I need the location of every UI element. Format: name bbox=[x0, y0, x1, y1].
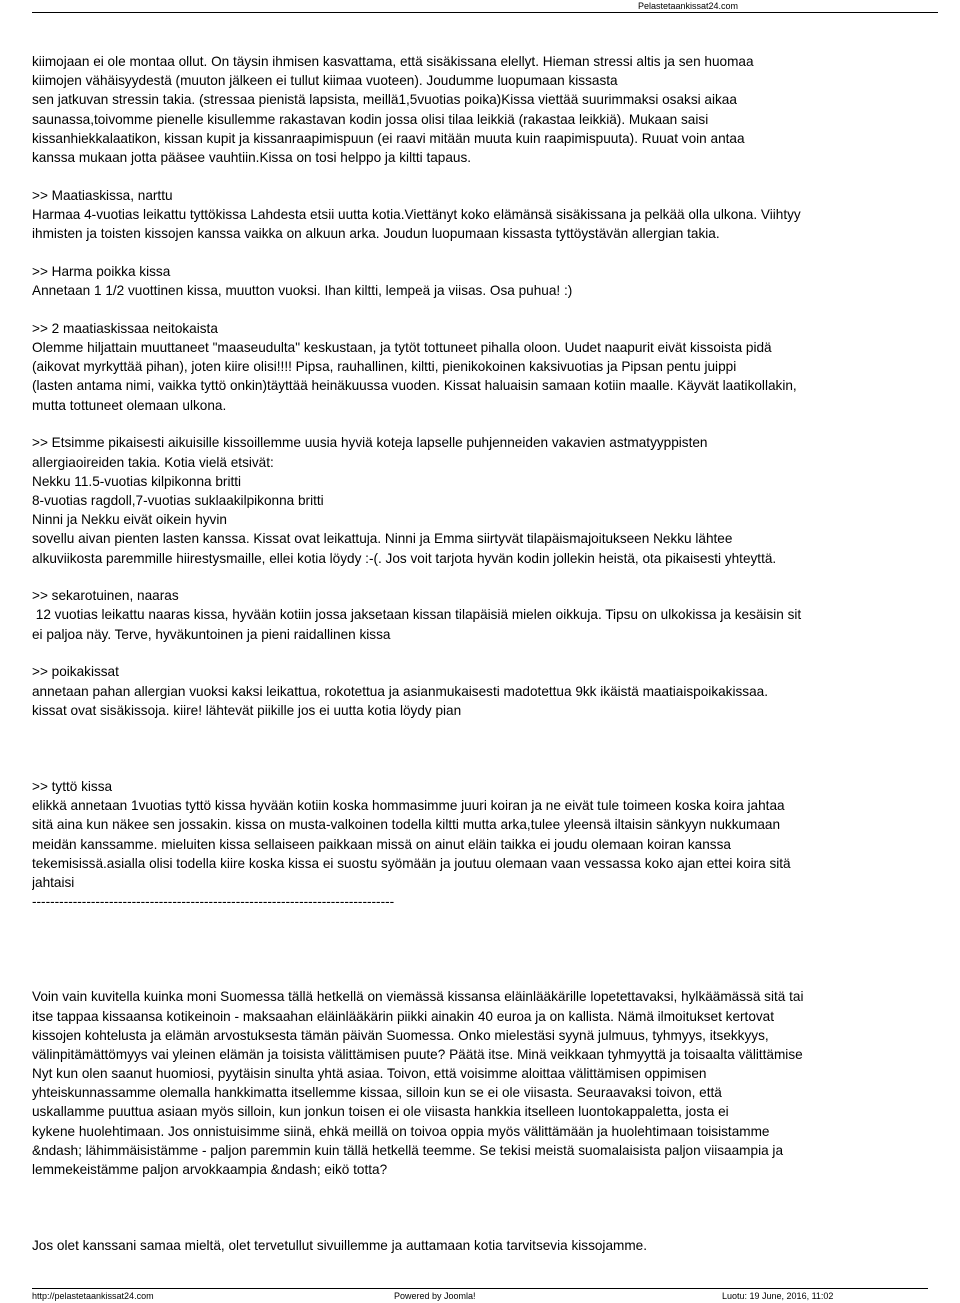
text-line: (lasten antama nimi, vaikka tyttö onkin)täyttää heinäkuussa vuoden. Kissat haluaisin samaan kotiin maalle. Käyvät laatikollakin, bbox=[32, 378, 797, 394]
text-line: 12 vuotias leikattu naaras kissa, hyvään kotiin jossa jaksetaan kissan tilapäisiä mielen oikkuja. Tipsu on ulkokissa ja kesäisin sit bbox=[32, 607, 802, 623]
text-line: kissat ovat sisäkissoja. kiire! lähtevät piikille jos ei uutta kotia löydy pian bbox=[32, 702, 462, 718]
paragraph-poikakissat bbox=[32, 662, 960, 720]
text-line: uskallamme puuttua asiaan myös silloin, kun jonkun toisen ei ole viisasta hankkia itselleen luontokappaletta, josta ei bbox=[32, 1104, 729, 1120]
text-line: annetaan pahan allergian vuoksi kaksi leikattua, rokotettua ja asianmukaisesti madotettua 9kk ikäistä maatiaispoikakissaa. bbox=[32, 683, 768, 699]
text-line: lemmekeistämme paljon arvokkaampia &ndash; eikö totta? bbox=[32, 1162, 388, 1177]
page-header bbox=[32, 0, 938, 13]
listing-heading: >> tyttö kissa bbox=[32, 779, 113, 794]
text-line: ei paljoa näy. Terve, hyväkuntoinen ja pieni raidallinen kissa bbox=[32, 626, 391, 642]
paragraph-aikuiset-kissat bbox=[32, 433, 960, 567]
text-line: mutta tottuneet olemaan ulkona. bbox=[32, 397, 227, 413]
text-line: alkuviikosta paremmille hiirestysmaille, ellei kotia löydy :-(. Jos voit tarjota hyvän kodin jollekin heistä, ota pikaisesti yhteyttä. bbox=[32, 550, 777, 566]
text-line: Harmaa 4-vuotias leikattu tyttökissa Lahdesta etsii uutta kotia.Viettänyt koko elämänsä sisäkissana ja pelkää olla ulkona. Viihtyy bbox=[32, 206, 801, 222]
text-line: meidän kanssamme. mieluiten kissa sellaiseen paikkaan missä on ainut eläin taikka ei joudu olemaan koiran kanssa bbox=[32, 836, 731, 852]
text-line: &ndash; lähimmäisistämme - paljon paremmin kuin tällä hetkellä teemme. Se tekisi meistä suomalaisista paljon viisaampia ja bbox=[32, 1142, 784, 1158]
text-line: Olemme hiljattain muuttaneet "maaseudulta" keskustaan, ja tytöt tottuneet pihalla oloon. Uudet naapurit eivät kissoista pidä bbox=[32, 340, 772, 356]
text-line: Annetaan 1 1/2 vuottinen kissa, muutton vuoksi. Ihan kiltti, lempeä ja viisas. Osa puhua! :) bbox=[32, 283, 573, 299]
document-body bbox=[32, 52, 960, 1255]
listing-heading: >> Harma poikka kissa bbox=[32, 263, 171, 279]
paragraph-reflection bbox=[32, 987, 960, 1179]
text-line: itse tappaa kissaansa kotikeinoin - maksaahan eläinlääkärin piikki ainakin 40 euroa ja on kallista. Nämä ilmoitukset kertovat bbox=[32, 1008, 775, 1024]
text-line: kykene huolehtimaan. Jos onnistuisimme siinä, ehkä meillä on toivoa oppia myös välittämään ja huolehtimaan toisistamme bbox=[32, 1123, 770, 1139]
paragraph-tytto-kissa bbox=[32, 777, 960, 911]
paragraph-maatiaskissa-narttu bbox=[32, 186, 960, 244]
text-line: kissojen kohtelusta ja elämän arvostuksesta tämän päivän Suomessa. Onko mielestäsi syynä julmuus, tyhmyys, itsekkyys, bbox=[32, 1027, 769, 1043]
footer-powered-by: Powered by Joomla! bbox=[394, 1291, 476, 1301]
text-line: sen jatkuvan stressin takia. (stressaa pienistä lapsista, meillä1,5vuotias poika)Kissa viettää suurimmaksi osaksi aikaa bbox=[32, 92, 737, 108]
dashed-separator: -------------------------------------------------------------------------------- bbox=[32, 894, 395, 910]
listing-heading: >> Maatiaskissa, narttu bbox=[32, 187, 173, 203]
paragraph-harma-poikka bbox=[32, 262, 960, 300]
text-line: sitä aina kun näkee sen jossakin. kissa on musta-valkoinen todella kiltti mutta arka,tulee yleensä iltaisin sänkyyn nukkumaan bbox=[32, 817, 781, 833]
text-line: elikkä annetaan 1vuotias tyttö kissa hyvään kotiin koska hommasimme juuri koiran ja ne eivät tule toimeen koska koira jahtaa bbox=[32, 798, 785, 814]
footer-created-date: Luotu: 19 June, 2016, 11:02 bbox=[722, 1291, 834, 1301]
text-line: (aikovat myrkyttää pihan), joten kiire olisi!!!! Pipsa, rauhallinen, kiltti, pienikokoinen kaksivuotias ja Pipsan pentu juippi bbox=[32, 359, 737, 375]
site-name: Pelastetaankissat24.com bbox=[637, 1, 738, 11]
listing-heading: >> sekarotuinen, naaras bbox=[32, 588, 179, 604]
listing-heading: >> Etsimme pikaisesti aikuisille kissoillemme uusia hyviä koteja lapselle puhjenneiden vakavien astmatyyppisten bbox=[32, 435, 708, 451]
text-line: Jos olet kanssani samaa mieltä, olet tervetullut sivuillemme ja auttamaan kotia tarvitsevia kissojamme. bbox=[32, 1238, 647, 1254]
text-line: kiimojen vähäisyydestä (muuton jälkeen ei tullut kiimaa vuoteen). Joudumme luopumaan kissasta bbox=[32, 73, 618, 89]
text-line: yhteiskunnassamme olemalla hankkimatta itsellemme kissaa, silloin kun se ei ole viisasta. Seuraavaksi toivon, että bbox=[32, 1085, 722, 1101]
paragraph-cat-1 bbox=[32, 52, 960, 167]
paragraph-sekarotuinen bbox=[32, 586, 960, 644]
page-footer bbox=[32, 1288, 928, 1303]
paragraph-closing bbox=[32, 1236, 960, 1255]
text-line: ihmisten ja toisten kissojen kanssa vaikka on alkuun arka. Joudun luopumaan kissasta tyttöystävän allergian takia. bbox=[32, 226, 720, 242]
paragraph-2-maatiaskissaa bbox=[32, 319, 960, 415]
text-line: saunassa,toivomme pienelle kisullemme rakastavan kodin jossa olisi tilaa leikkiä (rakastaa leikkiä). Mukaan saisi bbox=[32, 111, 709, 127]
footer-url-link[interactable]: http://pelastetaankissat24.com bbox=[32, 1291, 154, 1301]
text-line: Nyt kun olen saanut huomiosi, pyytäisin sinulta yhtä asiaa. Toivon, että voisimme aloittaa välittämisen oppimisen bbox=[32, 1066, 707, 1082]
listing-heading: >> poikakissat bbox=[32, 664, 119, 680]
text-line: Nekku 11.5-vuotias kilpikonna britti bbox=[32, 473, 242, 489]
listing-heading: >> 2 maatiaskissaa neitokaista bbox=[32, 320, 218, 336]
text-line: kiimojaan ei ole montaa ollut. On täysin ihmisen kasvattama, että sisäkissana elellyt. Hieman stressi altis ja sen huomaa bbox=[32, 54, 754, 69]
text-line: kissanhiekkalaatikon, kissan kupit ja kissanraapimispuun (ei raavi mitään muuta kuin raapimispuuta). Ruuat voin antaa bbox=[32, 130, 745, 146]
text-line: allergiaoireiden takia. Kotia vielä etsivät: bbox=[32, 454, 274, 470]
text-line: jahtaisi bbox=[32, 874, 75, 890]
text-line: tekemisissä.asialla olisi todella kiire koska kissa ei suostu syömään ja joutuu olemaan vaan vessassa koko ajan ettei koira sitä bbox=[32, 855, 791, 871]
text-line: Ninni ja Nekku eivät oikein hyvin bbox=[32, 512, 227, 528]
text-line: kanssa mukaan jotta pääsee vauhtiin.Kissa on tosi helppo ja kiltti tapaus. bbox=[32, 149, 472, 165]
text-line: 8-vuotias ragdoll,7-vuotias suklaakilpikonna britti bbox=[32, 492, 324, 508]
text-line: sovellu aivan pienten lasten kanssa. Kissat ovat leikattuja. Ninni ja Emma siirtyvät tilapäismajoitukseen Nekku lähtee bbox=[32, 531, 733, 547]
text-line: Voin vain kuvitella kuinka moni Suomessa tällä hetkellä on viemässä kissansa eläinlääkärille lopetettavaksi, hylkäämässä sitä tai bbox=[32, 989, 804, 1005]
text-line: välinpitämättömyys vai yleinen elämän ja toisista välittämisen puute? Päätä itse. Minä veikkaan tyhmyyttä ja toisaalta välittämise bbox=[32, 1046, 803, 1062]
